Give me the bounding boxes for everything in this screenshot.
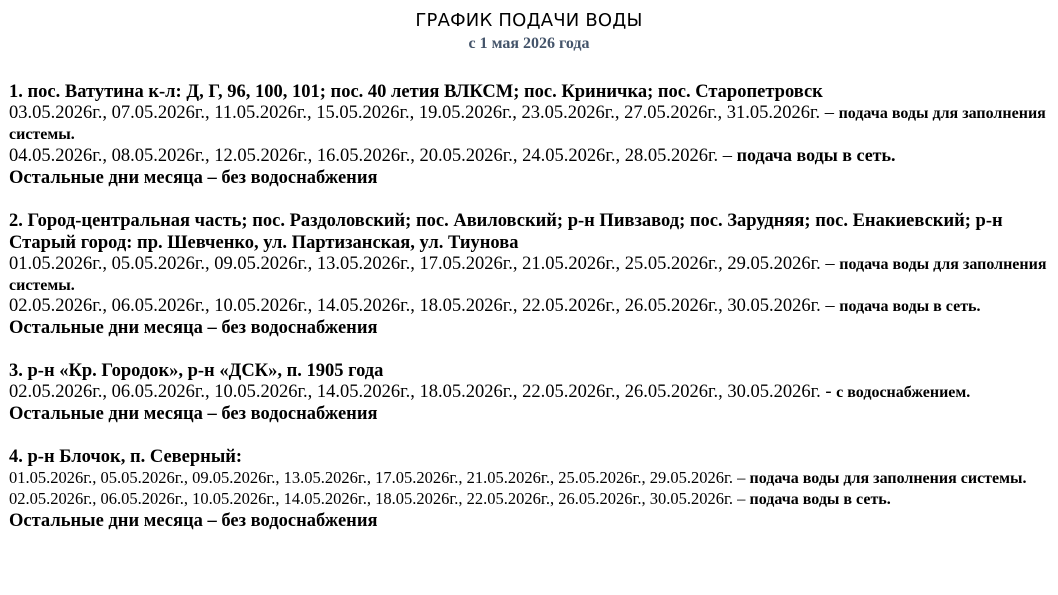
document-title: ГРАФИК ПОДАЧИ ВОДЫ: [415, 10, 643, 31]
document-subtitle: с 1 мая 2026 года: [468, 35, 590, 52]
schedule-note: подача воды в сеть.: [736, 145, 896, 165]
schedule-line-supply: [9, 145, 1055, 167]
schedule-dates: 04.05.2026г., 08.05.2026г., 12.05.2026г., 16.05.2026г., 20.05.2026г., 24.05.2026г., 28.05.2026г. –: [9, 146, 737, 166]
schedule-line-fill: [9, 254, 1055, 296]
schedule-line-supply: [9, 296, 1055, 317]
schedule-note: подача воды для заполнения системы.: [749, 470, 1027, 487]
section-heading: 1. пос. Ватутина к-л: Д, Г, 96, 100, 101; пос. 40 летия ВЛКСМ; пос. Криничка; пос. Старопетровск: [9, 82, 823, 102]
no-supply-note: Остальные дни месяца – без водоснабжения: [9, 511, 378, 531]
schedule-note: подача воды в сеть.: [749, 491, 891, 508]
schedule-dates: 02.05.2026г., 06.05.2026г., 10.05.2026г., 14.05.2026г., 18.05.2026г., 22.05.2026г., 26.05.2026г., 30.05.2026г. –: [9, 489, 750, 508]
section-heading: 2. Город-центральная часть; пос. Раздоловский; пос. Авиловский; р-н Пивзавод; пос. Зарудняя; пос. Енакиевский; р-н Старый город: пр. Шевченко, ул. Партизанская, ул. Тиунова: [9, 211, 1003, 253]
schedule-line-fill: [9, 468, 1055, 489]
section-heading: 4. р-н Блочок, п. Северный:: [9, 447, 243, 467]
schedule-dates: 01.05.2026г., 05.05.2026г., 09.05.2026г., 13.05.2026г., 17.05.2026г., 21.05.2026г., 25.05.2026г., 29.05.2026г. –: [9, 254, 840, 274]
schedule-content: [9, 81, 1055, 553]
schedule-section-2: [9, 210, 1055, 339]
schedule-dates: 02.05.2026г., 06.05.2026г., 10.05.2026г., 14.05.2026г., 18.05.2026г., 22.05.2026г., 26.05.2026г., 30.05.2026г. -: [9, 382, 837, 402]
no-supply-note: Остальные дни месяца – без водоснабжения: [9, 318, 378, 338]
schedule-note: подача воды для заполнения системы.: [9, 256, 1047, 294]
schedule-section-1: [9, 81, 1055, 189]
schedule-dates: 02.05.2026г., 06.05.2026г., 10.05.2026г., 14.05.2026г., 18.05.2026г., 22.05.2026г., 26.05.2026г., 30.05.2026г. –: [9, 296, 840, 316]
section-heading: 3. р-н «Кр. Городок», р-н «ДСК», п. 1905 года: [9, 361, 384, 381]
schedule-note: подача воды в сеть.: [839, 298, 981, 315]
schedule-line-supply: [9, 489, 1055, 510]
schedule-section-3: [9, 360, 1055, 425]
no-supply-note: Остальные дни месяца – без водоснабжения: [9, 404, 378, 424]
schedule-note: с водоснабжением.: [836, 384, 971, 401]
schedule-section-4: [9, 446, 1055, 532]
schedule-dates: 03.05.2026г., 07.05.2026г., 11.05.2026г., 15.05.2026г., 19.05.2026г., 23.05.2026г., 27.05.2026г., 31.05.2026г. –: [9, 103, 839, 123]
schedule-line-supply: [9, 382, 1055, 403]
schedule-note: подача воды для заполнения системы.: [9, 105, 1046, 143]
schedule-dates: 01.05.2026г., 05.05.2026г., 09.05.2026г., 13.05.2026г., 17.05.2026г., 21.05.2026г., 25.05.2026г., 29.05.2026г. –: [9, 468, 750, 487]
schedule-line-fill: [9, 103, 1055, 145]
no-supply-note: Остальные дни месяца – без водоснабжения: [9, 168, 378, 188]
